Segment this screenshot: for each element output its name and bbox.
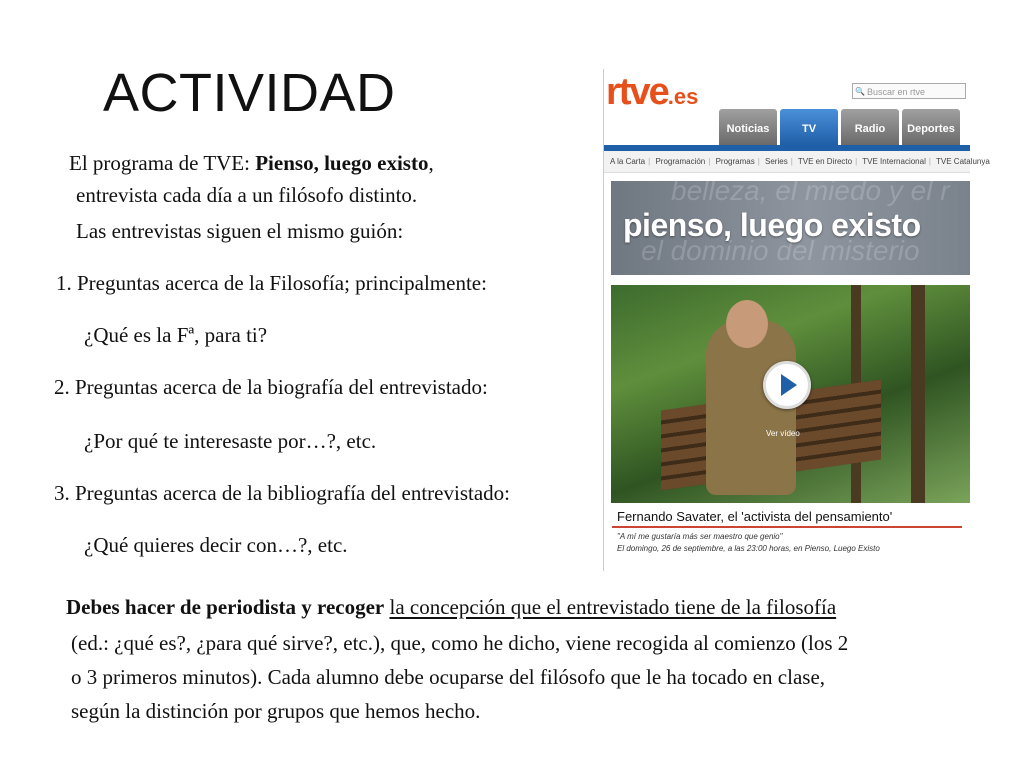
bottom-line-4: según la distinción por grupos que hemos hecho. bbox=[71, 699, 481, 723]
intro-suffix: , bbox=[428, 151, 434, 175]
subnav-item: TVE en Directo bbox=[797, 157, 853, 166]
tab-tv: TV bbox=[780, 109, 838, 145]
rtve-logo: rtve.es bbox=[606, 71, 699, 113]
subnav-item: Programación bbox=[655, 157, 706, 166]
interviewee-head bbox=[726, 300, 768, 348]
item-2-example: ¿Por qué te interesaste por…?, etc. bbox=[84, 429, 377, 453]
play-icon bbox=[763, 361, 811, 409]
subnav-item: TVE Catalunya bbox=[936, 157, 990, 166]
intro-line-1 bbox=[69, 150, 434, 176]
bottom-underlined: la concepción que el entrevistado tiene de la filosofía bbox=[389, 595, 837, 619]
item-3-example: ¿Qué quieres decir con…?, etc. bbox=[84, 533, 348, 557]
video-caption: Fernando Savater, el 'activista del pensamiento' bbox=[617, 509, 893, 524]
intro-line-3: Las entrevistas siguen el mismo guión: bbox=[76, 219, 404, 243]
bottom-bold: Debes hacer de periodista y recoger bbox=[66, 595, 385, 619]
item-1-heading: 1. Preguntas acerca de la Filosofía; principalmente: bbox=[56, 271, 487, 295]
rtve-subnav: A la Carta | Programación | Programas | Series | TVE en Directo | TVE Internacional | TVE Catalunya bbox=[604, 151, 970, 173]
banner-ghost-text: el dominio del misterio bbox=[641, 235, 920, 266]
tree-trunk bbox=[911, 285, 925, 503]
tab-noticias: Noticias bbox=[719, 109, 777, 145]
subnav-item: TVE Internacional bbox=[862, 157, 926, 166]
subnav-item: A la Carta bbox=[610, 157, 646, 166]
play-label: Ver vídeo bbox=[766, 429, 800, 438]
item-1-example: ¿Qué es la Fª, para ti? bbox=[84, 323, 268, 347]
interview-photo bbox=[611, 285, 970, 503]
program-banner bbox=[611, 175, 970, 275]
bottom-line-3: o 3 primeros minutos). Cada alumno debe ocuparse del filósofo que le ha tocado en clase, bbox=[71, 665, 826, 689]
rtve-screenshot bbox=[603, 69, 990, 571]
caption-underline bbox=[612, 526, 962, 528]
bottom-line-2: (ed.: ¿qué es?, ¿para qué sirve?, etc.), que, como he dicho, viene recogida al comienzo (los 2 bbox=[71, 631, 849, 655]
caption-quote: "A mí me gustaría más ser maestro que genio" bbox=[617, 532, 783, 541]
item-3-heading: 3. Preguntas acerca de la bibliografía del entrevistado: bbox=[54, 481, 510, 505]
banner-ghost-text: belleza, el miedo y el r bbox=[671, 175, 950, 206]
tab-deportes: Deportes bbox=[902, 109, 960, 145]
intro-prefix: El programa de TVE: bbox=[69, 151, 256, 175]
banner-title: pienso, luego existo bbox=[623, 207, 921, 243]
rtve-search-input: 🔍 Buscar en rtve bbox=[852, 83, 966, 99]
rtve-tabs bbox=[719, 109, 963, 145]
slide-title: ACTIVIDAD bbox=[103, 63, 396, 123]
bottom-line-1 bbox=[66, 594, 836, 620]
tab-radio: Radio bbox=[841, 109, 899, 145]
caption-schedule: El domingo, 26 de septiembre, a las 23:00 horas, en Pienso, Luego Existo bbox=[617, 544, 880, 553]
subnav-item: Programas bbox=[715, 157, 755, 166]
item-2-heading: 2. Preguntas acerca de la biografía del entrevistado: bbox=[54, 375, 488, 399]
subnav-item: Series bbox=[765, 157, 788, 166]
intro-line-2: entrevista cada día a un filósofo distinto. bbox=[76, 183, 418, 207]
program-name: Pienso, luego existo bbox=[255, 151, 429, 175]
